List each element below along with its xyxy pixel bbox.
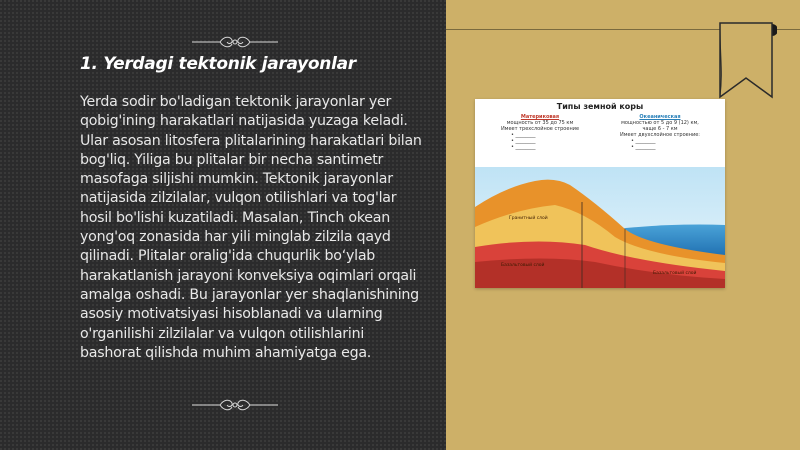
diagram-right-line2: чаще 6 - 7 км <box>642 126 678 132</box>
diagram-left-line1: мощность от 35 до 75 км <box>506 120 574 126</box>
diagram-left-heading: Материковая <box>520 114 560 120</box>
diagram-left-blank-lines: • ________ • ________ • ________ <box>511 132 536 150</box>
diagram-label-basalt-right: Базальтовый слой <box>653 271 697 276</box>
crust-cross-section <box>475 167 725 288</box>
ornament-bottom-icon <box>190 397 280 413</box>
earth-crust-diagram <box>475 99 725 288</box>
diagram-right-blank-lines: • ________ • ________ <box>631 138 656 150</box>
diagram-label-basalt-left: Базальтовый слой <box>501 263 545 268</box>
slide-title: 1. Yerdagi tektonik jarayonlar <box>80 54 356 74</box>
diagram-right-line1: мощностью от 5 до 9 (12) км, <box>621 120 699 126</box>
diagram-right-line3: Имеет двухслойное строение: <box>620 132 700 138</box>
diagram-title: Типы земной коры <box>556 102 644 111</box>
diagram-label-granite: Гранитный слой <box>509 216 548 221</box>
diagram-right-column <box>601 114 719 150</box>
diagram-left-line2: Имеет трехслойное строение <box>500 126 580 132</box>
diagram-right-heading: Океаническая <box>639 114 681 120</box>
diagram-left-column <box>481 114 599 150</box>
bookmark-ribbon-icon <box>717 20 777 100</box>
slide-body-text: Yerda sodir bo'ladigan tektonik jarayonlar yer qobig'ining harakatlari natijasida yuzaga keladi. Ular asosan litosfera plitalarining harakatlari bilan bog'liq. Yiliga bu plitalar bir necha santimetr masofaga siljishi mumkin. Tektonik jarayonlar natijasida zilzilalar, vulqon otilishlari va tog'lar hosil bo'lishi kuzatiladi. Masalan, Tinch okean yong'oq zonasida har yili minglab zilzila qayd qilinadi. Plitalar oralig'ida chuqurlik bo‘ylab harakatlanish jarayoni konveksiya oqimlari orqali amalga oshadi. Bu jarayonlar yer shaqlanishining asosiy motivatsiyasi hisoblanadi va ularning o'rganilishi zilzilalar va vulqon otilishlarini bashorat qilishda muhim ahamiyatga ega. <box>80 94 422 361</box>
ornament-top-icon <box>190 34 280 50</box>
